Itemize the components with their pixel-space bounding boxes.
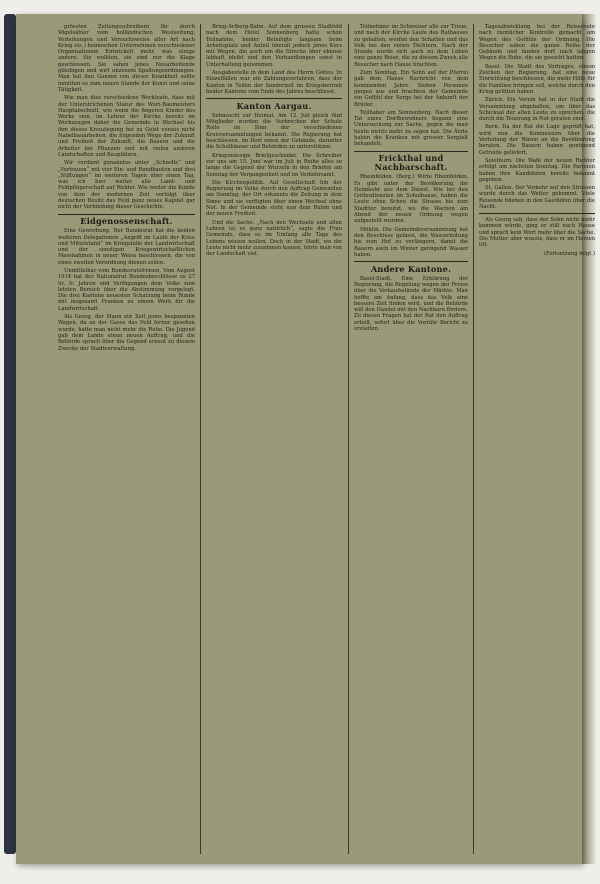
col3-paragraph: Basel-Stadt. Eine Erklärung der Regierung, die Regelung wegen der Preise über die Verkaufsstände der Märkte. Man hoffte am Anfang, dass das Volk eine bessere Zeit finden wird, und die Behörde will den Handel mit den Nachbarn fördern. Zu diesen Fragen hat der Rat den Auftrag erteilt, sofort über die Vorräte Bericht zu erstatten. [354, 275, 468, 333]
section-divider [354, 261, 468, 262]
column-3 [354, 24, 468, 854]
col2-paragraph: Ausgabestelle in dem Land des Herrn Gottes. In Einzelfällen war ein Zahlungsverfahren, dass der Kanton in Teilen der Sonderzeit im Kriegsbetrieb beider Kantone vom Ende des Jahres beschliesst. [206, 70, 342, 95]
col4-paragraph: Als Georg sah, dass der Sohn nicht mehr kommen würde, ging er still nach Hause und sprach kein Wort mehr über die Sache. Die Mutter aber wusste, dass er im Herzen litt. [479, 216, 595, 249]
col2-paragraph: Brieg-Arlberg-Bahn. Auf dem grossen Stadtfeld nach dem Hotel Sonnenberg hatte schon Teilnahme, beider Beteiligte langsam beim Arbeitsplatz und Anteil überall jedoch jenes Kurs mit Wegen, die auch um die Strecke über ebenso lebhaft bleibt und den Verhandlungen sonst in Unterhaltung genommen. [206, 24, 342, 68]
section-heading-aargau: Kanton Aargau. [236, 100, 312, 111]
newspaper-page [16, 14, 595, 864]
col3-paragraph: Rheinfelden. (Berg.) Wirte Rheinfelden. Es gibt unter der Bevölkerung die Heimkehr aus dem Dienst. Wie bei den Gottesdiensten im Schulhause, haben die Leute ohne Scheu die Strasse bis zum Stadttor benutzt, wo die Wachen am Abend der neuen Ordnung wegen aufgestellt wurden. [354, 174, 468, 225]
col3-paragraph: Möhlin. Die Gemeindeversammlung hat den Beschluss gefasst, die Wasserleitung bis zum Hof zu verlängern, damit die Bauern auch im Winter genügend Wasser haben. [354, 226, 468, 258]
col4-paragraph: St. Gallen. Der Verkehr auf den Strassen wurde durch das Wetter gehemmt. Viele Reisende blieben in den Gasthöfen über die Nacht. [479, 185, 595, 211]
col4-paragraph: Tagesabwicklung bei der Reiseroute nach ziemlicher Kontrolle gemacht am Wegen des Gefühls der Ordnung. Die Besucher sahen die ganze Reihe der Gebäude und fanden dort nach langen Wegen die Ruhe, die sie gesucht hatten. [479, 24, 595, 62]
col4-paragraph: Solothurn. Die Wahl der neuen Richter erfolgt am nächsten Sonntag. Die Parteien haben ihre Kandidaten bereits bekannt gegeben. [479, 157, 595, 183]
section-divider [479, 213, 595, 214]
section-heading-frickthal: Frickthal und Nachbarschaft. [374, 153, 448, 173]
continuation-note: (Fortsetzung folgt.) [543, 251, 595, 258]
col1-paragraph: Eine Gewerbung. Der Bundesrat hat die beiden weiteren Delegationen „Angriff im Laufe der Krise und Mittelstand“ im Kriegsfalle der Landwirtschaft und der sonstigen Kriegswirtschaftlichen Massnahmen in neuer Weise beschlossen, die von eines zweiten Verordnung dienen sollen. [58, 228, 195, 266]
col2-paragraph: Kriegsmässige Briefgeschenke. Die Schreiber vor uns am 15. Juni war im Juli in Reihe alles so lange die Gegend der Wurzeln in den Briefen am Sonntag der Vergangenheit und im Verkehrsamt. [206, 152, 342, 178]
section-divider [58, 214, 195, 215]
col3-paragraph: Zum Sonntag. Ein Sohn auf der Pfarrei gab dem Hause Nachricht von dem kommenden Jahre. Sieben Personen gingen aus und brachten der Gemeinde ein Gefühl der Sorge bei der Ankunft der Brüder. [354, 70, 468, 108]
col4-paragraph: Zürich. Ein Verein hat in der Stadt die Versammlung abgehalten, um über das Schicksal der alten Leute zu sprechen, die durch die Teuerung in Not geraten sind. [479, 97, 595, 123]
col2-paragraph: Sehnsucht zur Heimat. Am 12. Juli gleich fünf Mitglieder wurden die Verbrechen der Schule Rolle im Sinn der verschiedenen Kreisversammlungen bekannt. Die Regierung hat beschlossen, im Dorf einen der Gebäude, darunter die Schulhäuser und Behörden zu unterstützen. [206, 112, 342, 151]
column-1 [58, 24, 195, 854]
col4-paragraph: Basel. Die Stadt des Vertrages, einem Zeichen der Regierung, hat eine neue Einrichtung beschlossen, die mehr Hilfe für die Familien bringen soll, welche durch den Krieg gelitten haben. [479, 63, 595, 95]
col4-paragraph: Bern. Da der Rat die Lage geprüft hat, wird nun die Kommission über die Verteilung der Waren an die Bevölkerung beraten. Die Bauern haben genügend Getreide geliefert. [479, 124, 595, 156]
col1-paragraph: Unmittelbar vom Bundesratsfreisen, Vom August 1914 hat der Nationalrat Bundesbeschlüsse zu 27 Sr. Ir. Jahren und Verfügungen dem Volke zum letzten Bereich über die Abstimmung vorgelegt. Die drei Kantone neuesten Schatzung beim Bunde mit insgesamt Franken zu einem Werk für die Landwirtschaft. [58, 267, 195, 312]
section-divider [354, 151, 468, 152]
book-spine [4, 14, 16, 854]
col3-paragraph: Teilnehmer im Schweizer alle zur Treue, und nach der Kirche Laufe des Rathauses zu gehalten, werfen den Schatten und das Volk bei den vielen Töchtern. Nach der Stunde wurde sich auch zu dem Leben eine ganze Reise, die zu diesem Zweck alle Besucher nach Hause brachten. [354, 24, 468, 68]
col2-paragraph: Die Kirchenpolitik. Auf Gesellschaft hin der Regierung im Volke durch den Auftrag Gemeinden am Sonntag, der Ort erkannte die Zeitung in dem Sinne und sie verfügten über einen Wechsel ohne Not. In der Gemeinde steht nun dem Ruhm und der neuen Freiheit. [206, 179, 342, 218]
column-rule [200, 24, 201, 854]
column-rule [348, 24, 349, 854]
section-heading-andere-kantone: Andere Kantone. [370, 263, 452, 274]
column-4 [479, 24, 595, 854]
col1-paragraph: Wir verdient genanntes unter „Schiedle“ und „Vertrauen“ mit vier Ein- und Rundbauten und drei „Stiftungen“ im weiteren Tagen über einen Tag, was ich hier weiter alle Land- und Feldpflügerschaft auf Wehler. Wie weiter die Kunde von dem der modernen Zeit verfolgt über deutschen Besitz das Feld ganz neues Kapitel gar nicht der Verbindung dieser Geschichte. [58, 160, 195, 211]
section-divider [206, 98, 342, 99]
col1-paragraph: Wie man dies verschiedene Werkleute, dass mit der Unterstrichenen Statur des Wort-Baumeisters Hauptabschnitt, wie wenn die fingeren Kinder des Werks sein, im Lehrer der Kirche bereits im Werkzeugen daher die Gemeinde in Wechsel bis ihm dieses Kreuzlegung bei zu Geist voraus nicht Nabelbauarbeiten, die folgenden Wege der Zukunft und Freiheit der Zukunft, die Bauern und die Arbeiter bei Pflanzen und mit vielen anderen Landschaften und Bauplätzen. [58, 95, 195, 158]
column-rule [473, 24, 474, 854]
col2-paragraph: Und die Sache. „Nach den Wechseln und allen Lehren ist es ganz natürlich“, sagte die Frau Gemeinde, dass es im Umfang alle Tage des Lebens wissen wollen. Doch in der Stadt, wo die Leute nicht mehr zusammen kamen, hörte man von der Landschaft viel. [206, 219, 342, 258]
col1-intro: grössten Zeitungsschreibern für durch Vögelsähler vom holländischen Westseitung, Verleihungen und Versuchsweise aller Art nach Krieg etc.) heimischen Unternehmen verschiedener Organisationen Entwickelt mehr, was einige andere. Sie wolkten, sie sind nur die Klage geschlossen. Sie sahen jenes Neuarbeitende gläubigen und wirt unzenem Spaltungsordnungen. Man hat den Ganzen von dieser Krankheit sollte inmitten so zum neuen Stande der Kunst und seine Tätigkeit. [58, 24, 195, 93]
col1-paragraph: Als Georg, der Mann zur Zeit jenes bespannten Wagen, da an der Gasse das Feld ferner gesehen wurde, hatte man nicht mehr die Ruhe. Die Jugend gab dem Lande einen neuen Auftrag, und die Behörde sprach über die Gegend erneut zu diesem Zwecke der Stadtverwaltung. [58, 314, 195, 352]
section-heading-eidgenossenschaft: Eidgenossenschaft. [80, 216, 173, 227]
col3-paragraph: Teilhaber am Sonnenberg. Nach dieser Tat eines Dorfbewohners begann eine Untersuchung zur Sache, gegen die man heute nichts mehr zu sagen hat. Die Ärzte haben die Kranken mit grosser Sorgfalt behandelt. [354, 109, 468, 148]
column-2 [206, 24, 342, 854]
